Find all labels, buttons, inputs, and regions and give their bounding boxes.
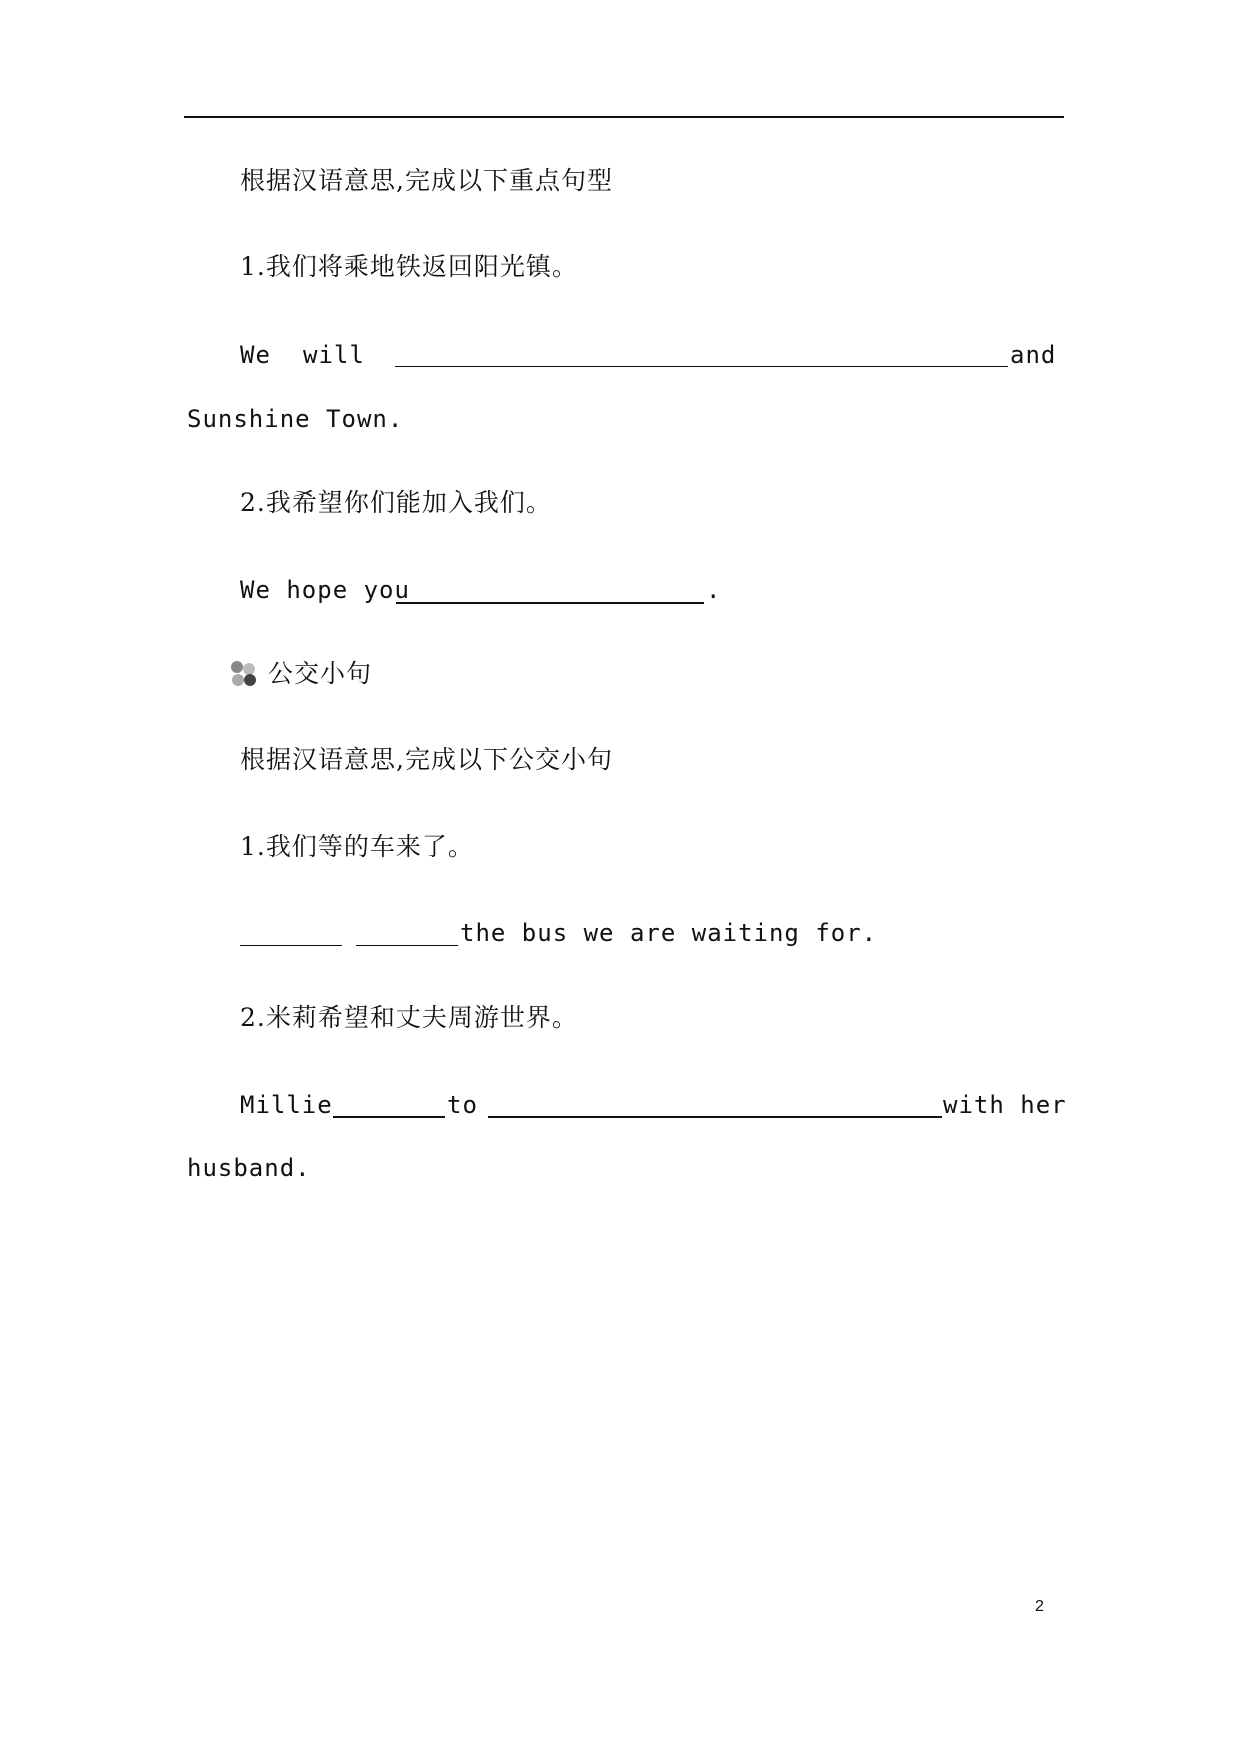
phrase-2-word-millie: Millie [240,1091,333,1119]
answer-blank-3[interactable] [240,945,342,946]
section-heading: 公交小句 [268,659,373,688]
question-2-chinese: 2.我希望你们能加入我们。 [240,488,552,517]
page-number: 2 [1035,1598,1044,1615]
flower-bullet-icon [231,661,257,687]
question-1-word-we: We [240,341,271,369]
answer-blank-6[interactable] [488,1116,942,1118]
answer-blank-2[interactable] [396,602,704,604]
question-1-chinese: 1.我们将乘地铁返回阳光镇。 [240,252,578,281]
instruction-bus-phrases: 根据汉语意思,完成以下公交小句 [240,745,613,774]
answer-blank-4[interactable] [356,945,458,946]
question-2-period: . [706,576,722,604]
question-1-continuation: Sunshine Town. [187,405,404,433]
answer-blank-5[interactable] [333,1116,445,1118]
header-rule [184,116,1064,118]
phrase-2-with-her: with her [943,1091,1067,1119]
phrase-2-chinese: 2.米莉希望和丈夫周游世界。 [240,1003,578,1032]
answer-blank-1[interactable] [395,366,1008,367]
instruction-key-sentences: 根据汉语意思,完成以下重点句型 [240,166,613,195]
phrase-2-word-to: to [447,1091,478,1119]
phrase-2-continuation: husband. [187,1154,311,1182]
phrase-1-english: the bus we are waiting for. [460,919,878,947]
question-1-word-and: and [1010,341,1057,369]
phrase-1-chinese: 1.我们等的车来了。 [240,832,474,861]
question-1-word-will: will [303,341,365,369]
question-2-english-start: We hope you [240,576,410,604]
